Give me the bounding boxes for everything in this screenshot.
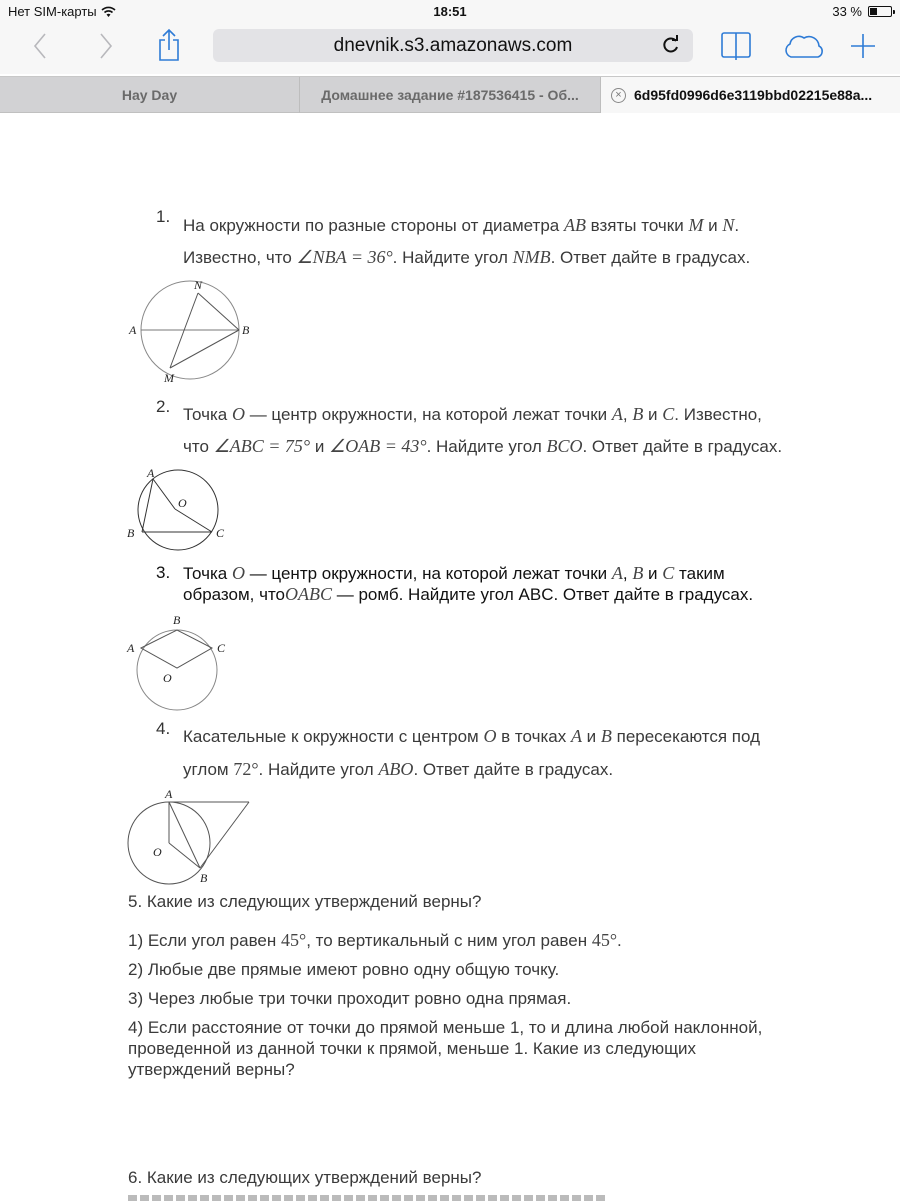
text: взяты точки — [585, 216, 689, 235]
battery-fill — [870, 8, 877, 15]
chevron-right-icon — [99, 33, 113, 59]
math: NMB — [512, 247, 551, 267]
math: 72° — [233, 759, 259, 779]
new-tab-button[interactable] — [848, 30, 878, 62]
math: B — [632, 404, 644, 424]
label-c: C — [216, 526, 225, 540]
problem-title: 6. Какие из следующих утверждений верны? — [128, 1168, 482, 1187]
math: A — [611, 563, 623, 583]
statement-4-line: утверждений верны? — [128, 1060, 295, 1079]
reload-icon[interactable] — [661, 34, 681, 56]
text: и — [581, 727, 601, 746]
chord-mb — [170, 330, 239, 368]
chord-nb — [198, 293, 239, 330]
problem-text-line — [183, 584, 753, 605]
document-page — [0, 113, 900, 1200]
text: — ромб. Найдите угол ABC. Ответ дайте в градусах. — [332, 585, 754, 604]
text: Касательные к окружности с центром — [183, 727, 484, 746]
statement-1 — [128, 930, 622, 951]
figure-3-diagram — [120, 610, 240, 720]
circle — [137, 630, 217, 710]
text: что — [183, 437, 214, 456]
forward-button[interactable] — [94, 32, 118, 60]
label-o: O — [153, 845, 162, 859]
math: B — [632, 563, 644, 583]
math: ∠ABC = 75° — [213, 436, 311, 456]
label-n: N — [194, 278, 203, 292]
tab-current[interactable] — [601, 77, 900, 113]
radius-ob — [169, 843, 200, 868]
figure-1-diagram — [120, 270, 260, 390]
math: C — [662, 563, 675, 583]
problem-number: 4. — [156, 719, 171, 738]
problem-text-line — [183, 247, 750, 268]
problem-number: 2. — [156, 397, 171, 416]
label-b: B — [242, 323, 250, 337]
label-b: B — [127, 526, 135, 540]
text: — центр окружности, на которой лежат точки — [244, 405, 612, 424]
figure-4-diagram — [120, 785, 260, 890]
bookmarks-button[interactable] — [718, 30, 754, 62]
url-text: dnevnik.s3.amazonaws.com — [333, 34, 573, 56]
battery-info — [832, 4, 892, 19]
status-bar — [0, 0, 900, 24]
math: O — [231, 563, 245, 583]
math: OABC — [285, 584, 333, 604]
text: . — [617, 931, 622, 950]
share-icon — [157, 28, 181, 62]
text: и — [643, 564, 663, 583]
segment-oc — [175, 509, 212, 532]
text: . Известно, — [674, 405, 762, 424]
statement-4-line: 4) Если расстояние от точки до прямой меньше 1, то и длина любой наклонной, — [128, 1018, 763, 1037]
text: 1) Если угол равен — [128, 931, 281, 950]
problem-text-line — [183, 726, 760, 747]
circle — [138, 470, 218, 550]
text: Точка — [183, 564, 232, 583]
problem-number: 1. — [156, 207, 171, 226]
problem-text-line — [183, 215, 739, 236]
math: N — [722, 215, 735, 235]
text: — центр окружности, на которой лежат точки — [244, 564, 612, 583]
tab-label: 6d95fd0996d6e3119bbd02215e88a... — [634, 87, 873, 103]
problem-number: 3. — [156, 563, 171, 582]
label-b: B — [200, 871, 208, 885]
tab-label: Hay Day — [121, 87, 178, 103]
text: , — [622, 405, 633, 424]
math: O — [483, 726, 497, 746]
text: . Найдите угол — [426, 437, 547, 456]
text: образом, что — [183, 585, 286, 604]
browser-toolbar — [0, 24, 900, 74]
text: , — [622, 564, 633, 583]
close-tab-icon[interactable]: × — [611, 88, 626, 103]
text: Точка — [183, 405, 232, 424]
math: ∠OAB = 43° — [329, 436, 427, 456]
math: AB — [563, 215, 586, 235]
statement-2: 2) Любые две прямые имеют ровно одну общую точку. — [128, 960, 560, 979]
text: . Найдите угол — [258, 760, 379, 779]
label-o: O — [163, 671, 172, 685]
tab-bar — [0, 76, 900, 113]
figure-2-diagram — [120, 465, 240, 560]
address-bar[interactable] — [213, 29, 693, 62]
cut-off-text-line — [128, 1195, 608, 1201]
text: и — [703, 216, 723, 235]
label-b: B — [173, 613, 181, 627]
chevron-left-icon — [33, 33, 47, 59]
label-a: A — [127, 641, 135, 655]
math: ABO — [378, 759, 414, 779]
text: . — [734, 216, 740, 235]
battery-icon — [868, 6, 892, 17]
segment-ab — [142, 479, 153, 532]
problem-title: 5. Какие из следующих утверждений верны? — [128, 892, 482, 911]
label-a: A — [147, 466, 155, 480]
text: углом — [183, 760, 234, 779]
statement-3: 3) Через любые три точки проходит ровно одна прямая. — [128, 989, 572, 1008]
tangent-b — [200, 802, 249, 868]
battery-percent: 33 % — [832, 4, 862, 19]
math: B — [600, 726, 612, 746]
math: BCO — [546, 436, 583, 456]
label-a: A — [165, 787, 173, 801]
label-m: M — [164, 371, 174, 385]
label-o: O — [178, 496, 187, 510]
cloud-icon — [783, 32, 825, 60]
plus-icon — [850, 33, 876, 59]
text: Известно, что — [183, 248, 297, 267]
clock: 18:51 — [433, 4, 467, 19]
math: C — [662, 404, 675, 424]
text: . Ответ дайте в градусах. — [550, 248, 751, 267]
math: M — [688, 215, 704, 235]
text: . Ответ дайте в градусах. — [413, 760, 614, 779]
text: таким — [674, 564, 725, 583]
problem-text-line — [183, 436, 782, 457]
icloud-tabs-button[interactable] — [782, 30, 826, 62]
math: 45° — [591, 930, 618, 950]
math: A — [611, 404, 623, 424]
text: и — [310, 437, 330, 456]
problem-text-line — [183, 404, 762, 425]
text: и — [643, 405, 663, 424]
carrier-label: Нет SIM-карты — [8, 4, 97, 19]
math: ∠NBA = 36° — [296, 247, 393, 267]
label-a: A — [129, 323, 137, 337]
book-icon — [720, 31, 752, 61]
rhombus-oabc — [141, 630, 212, 668]
segment-ao — [153, 479, 175, 509]
text: . Ответ дайте в градусах. — [582, 437, 783, 456]
problem-text-line — [183, 759, 613, 780]
tab-homework[interactable] — [300, 77, 601, 113]
text: На окружности по разные стороны от диаметра — [183, 216, 564, 235]
back-button[interactable] — [28, 32, 52, 60]
math: O — [231, 404, 245, 424]
tab-hay-day[interactable] — [0, 77, 300, 113]
problem-text-line — [183, 563, 725, 584]
text: пересекаются под — [611, 727, 761, 746]
math: A — [570, 726, 582, 746]
text: в точках — [496, 727, 571, 746]
share-button[interactable] — [155, 27, 183, 63]
text: , то вертикальный с ним угол равен — [306, 931, 592, 950]
text: . Найдите угол — [392, 248, 513, 267]
tab-label: Домашнее задание #187536415 - Об... — [321, 87, 579, 103]
math: 45° — [281, 930, 307, 950]
label-c: C — [217, 641, 226, 655]
statement-4-line: проведенной из данной точки к прямой, меньше 1. Какие из следующих — [128, 1039, 697, 1058]
